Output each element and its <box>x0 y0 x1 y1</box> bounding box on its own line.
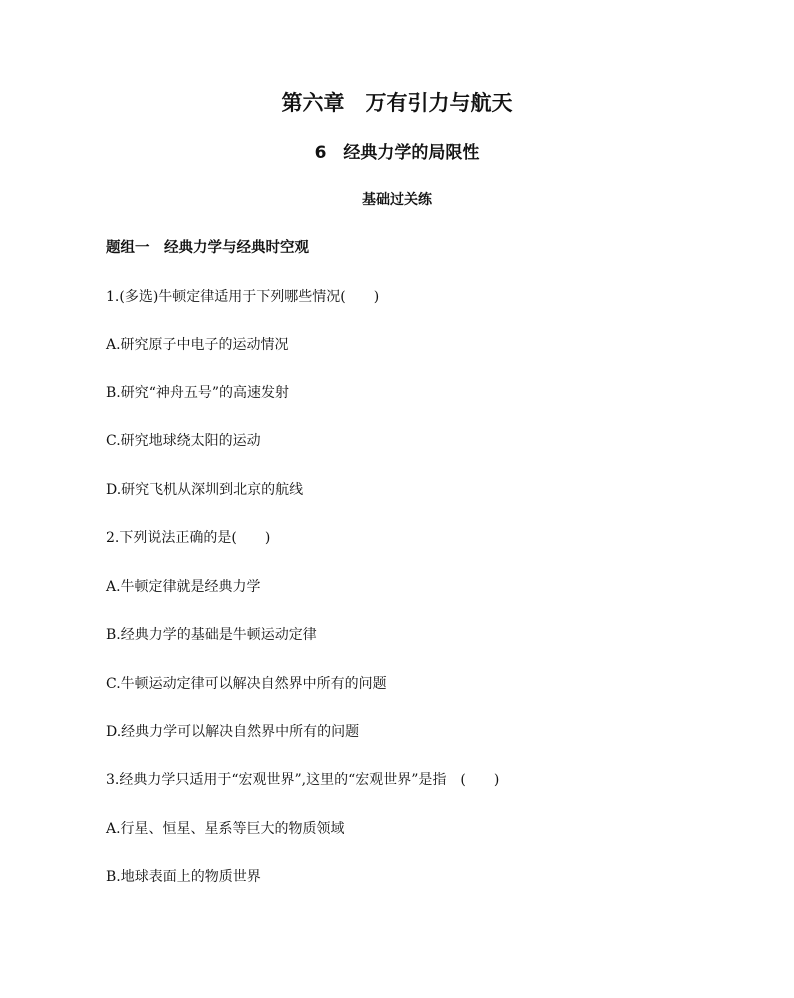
subsection-title: 基础过关练 <box>362 192 432 208</box>
question-3-option-a: A.行星、恒星、星系等巨大的物质领域 <box>106 821 345 837</box>
question-group-title: 题组一 经典力学与经典时空观 <box>106 240 309 256</box>
question-2-option-c: C.牛顿运动定律可以解决自然界中所有的问题 <box>106 676 387 692</box>
question-1-option-b: B.研究“神舟五号”的高速发射 <box>106 385 290 401</box>
question-1-option-a: A.研究原子中电子的运动情况 <box>106 337 289 353</box>
question-2-option-d: D.经典力学可以解决自然界中所有的问题 <box>106 724 360 740</box>
question-2-stem: 2.下列说法正确的是( ) <box>106 530 271 546</box>
question-1-stem: 1.(多选)牛顿定律适用于下列哪些情况( ) <box>106 289 380 305</box>
chapter-title: 第六章 万有引力与航天 <box>281 91 513 115</box>
question-2-option-a: A.牛顿定律就是经典力学 <box>106 579 261 595</box>
question-1-option-c: C.研究地球绕太阳的运动 <box>106 433 261 449</box>
question-3-option-b: B.地球表面上的物质世界 <box>106 869 261 885</box>
question-1-option-d: D.研究飞机从深圳到北京的航线 <box>106 482 304 498</box>
question-3-stem: 3.经典力学只适用于“宏观世界”,这里的“宏观世界”是指 ( ) <box>106 772 500 788</box>
question-2-option-b: B.经典力学的基础是牛顿运动定律 <box>106 627 317 643</box>
section-title: 6 经典力学的局限性 <box>314 143 480 163</box>
